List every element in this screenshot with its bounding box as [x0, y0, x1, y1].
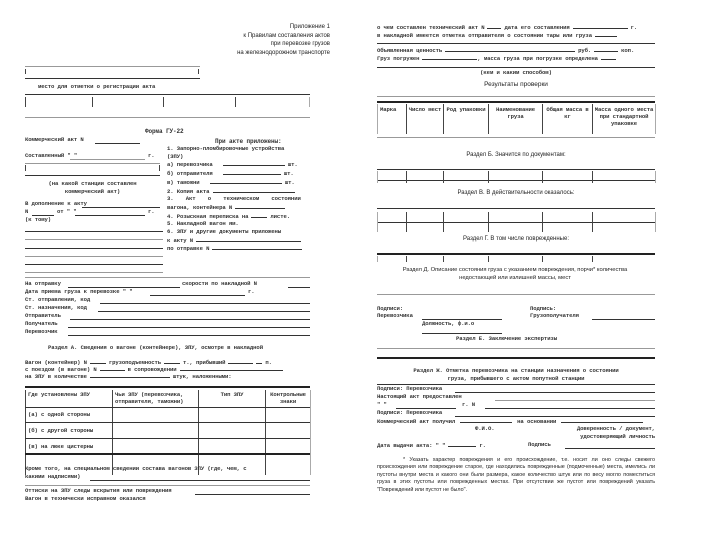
station-to-field[interactable]: [98, 311, 310, 312]
zh-carrier-sign-1: Подписи: Перевозчика: [377, 385, 443, 392]
zh-number-field[interactable]: [485, 408, 655, 409]
attachment-6b: к акту N: [167, 236, 302, 245]
section-e-field-1[interactable]: [377, 348, 655, 349]
strip-v4: [235, 97, 236, 107]
zpu-header-marks: Контрольные знаки: [270, 391, 306, 405]
station-to-label: Ст. назначения, код: [25, 304, 87, 311]
section-g-v: [542, 256, 543, 262]
station-caption: [25, 180, 160, 196]
extra-line-1: Кроме того, на специальном сведении состава вагонов ЗПУ (где, чем, с: [25, 465, 247, 472]
accept-date-label: Дата приема груза к перевозке " ": [25, 288, 133, 295]
extra-rule: [25, 485, 310, 486]
registration-box-right: [198, 69, 199, 74]
extra-line-3: Оттиски на ЗПУ следы вскрытия или повреждения: [25, 487, 172, 494]
attachment-2: 2. Копия акта: [167, 187, 302, 196]
section-a-line-3: на ЗПУ в количестве штук, наложенными:: [25, 373, 232, 380]
results-v2: [443, 104, 444, 134]
section-g-v: [592, 256, 593, 262]
results-v5: [592, 104, 593, 134]
results-table-top: [377, 101, 655, 103]
results-v6: [655, 104, 656, 134]
section-v-v: [488, 212, 489, 232]
results-header-mark: Марка: [380, 106, 397, 113]
waybill-mark-field[interactable]: [377, 43, 655, 44]
results-title: Результаты проверки: [484, 81, 548, 88]
attachment-4: 4. Розыскная переписка на листе.: [167, 212, 290, 220]
blank-line[interactable]: [25, 231, 163, 232]
act-number-field[interactable]: [95, 143, 140, 144]
carrier-label: Перевозчик: [25, 328, 58, 335]
zpu-row-sep: [25, 407, 310, 408]
section-b-title: Раздел Б. Значится по документам:: [466, 152, 566, 158]
zpu-row-b[interactable]: (б) с другой стороны: [28, 427, 94, 434]
appendix-line-2: к Правилам составления актов: [243, 32, 330, 39]
zh-issue-date: Дата выдачи акта: " " г.: [377, 442, 486, 449]
section-b-v: [377, 171, 378, 183]
zpu-table-top: [25, 386, 310, 388]
zh-power-caption: [560, 425, 655, 440]
station-caption-line-1: (на какой станции составлен: [48, 180, 137, 187]
results-v1: [406, 104, 407, 134]
section-e-field-2[interactable]: [377, 357, 655, 359]
results-header-name: Наименование груза: [495, 106, 536, 120]
position-caption: Должность, ф.и.о: [422, 320, 475, 327]
section-g-v: [488, 256, 489, 262]
zh-date-prefix: " ": [377, 401, 387, 408]
consignment-right: скорости по накладной N: [182, 280, 257, 287]
section-v-v: [377, 212, 378, 232]
blank-line[interactable]: [25, 264, 163, 265]
results-table-bottom: [377, 137, 655, 138]
cargo-loaded-line: Груз погружен , масса груза при погрузке определена: [377, 54, 616, 62]
zpu-row-sep: [25, 422, 310, 423]
appendix-line-1: Приложение 1: [289, 24, 330, 30]
section-g-title: Раздел Г. В том числе поврежденные:: [463, 236, 569, 242]
station-field[interactable]: [25, 175, 160, 176]
station-box-top: [25, 163, 160, 164]
registration-caption: место для отметки о регистрации акта: [38, 83, 156, 90]
receiver-sign-label: Грузополучателя: [530, 312, 579, 319]
addition-from: от " ": [57, 208, 77, 215]
blank-line[interactable]: [25, 239, 163, 240]
section-d-line-2: недостающей или излишней массы, мест: [459, 275, 571, 281]
zh-act-handover-field[interactable]: [495, 400, 655, 401]
waybill-number-field[interactable]: [288, 287, 310, 288]
appendix-line-4: на железнодорожном транспорте: [237, 49, 330, 56]
consignment-label: На отправку: [25, 280, 61, 287]
addition-n: N: [25, 208, 29, 215]
results-header-count: Число мест: [408, 106, 442, 113]
strip-v3: [163, 97, 164, 107]
carrier-field[interactable]: [68, 335, 310, 336]
station-caption-line-2: коммерческий акт): [64, 188, 121, 195]
zpu-table-bottom: [25, 453, 310, 455]
accept-date-field[interactable]: [150, 295, 245, 296]
section-e-title: Раздел Е. Заключение экспертизы: [456, 335, 557, 342]
shipment-top-rule: [25, 277, 310, 278]
results-v0: [377, 104, 378, 134]
loading-method-field[interactable]: [377, 67, 655, 68]
waybill-mark-line: в накладной имеется отметка отправителя о состоянии тары или груза: [377, 31, 617, 39]
blank-line[interactable]: [25, 256, 163, 257]
section-d-field[interactable]: [377, 294, 655, 295]
section-zh-line-1: Раздел Ж. Отметка перевозчика на станции назначения о состоянии: [413, 367, 619, 374]
act-number-label: Коммерческий акт N: [25, 136, 84, 143]
section-zh-line-2: груза, прибывшего с актом попутной станции: [447, 374, 585, 382]
carrier-sign-label: Перевозчика: [377, 312, 413, 319]
section-a-line-1: Вагон (контейнер) N грузоподъемность т., прибывший п.: [25, 359, 272, 366]
composed-date-field[interactable]: [70, 159, 145, 160]
appendix-line-3: при перевозке грузов: [270, 41, 330, 47]
section-b-v: [406, 171, 407, 183]
zh-carrier-sign-1-field[interactable]: [455, 392, 655, 393]
addition-date-field[interactable]: [75, 215, 145, 216]
attachments-title: При акте приложены:: [215, 138, 282, 145]
section-v-top: [377, 208, 655, 209]
sender-label: Отправитель: [25, 312, 61, 319]
results-header-mass: Общая масса в кг: [546, 106, 589, 120]
section-d-title: [370, 266, 660, 282]
strip-v2: [92, 97, 93, 107]
section-b-top: [377, 169, 655, 170]
accept-date-year: г.: [248, 288, 255, 295]
section-zh-title: [377, 367, 655, 382]
footnote: * Указать характер повреждения и его происхождение, т.е. носит ли оно следы свежего происхождения или повреждение старое, где находились поврежденные (подмоченные) места, имелись ли пустоты внутри места и какого они были размера, какое количество штук или по весу могло поместиться груза в этих пустоты или поврежденных местах. При отсутствии же пустот или повреждений указать "Повреждений или пустот не было".: [377, 457, 655, 493]
zpu-header-whose: Чьи ЗПУ (перевозчика, отправителя, таможни): [115, 391, 184, 405]
sign-right-label: Подпись:: [530, 305, 557, 312]
section-b-row[interactable]: [377, 180, 655, 181]
strip-v5: [309, 97, 310, 107]
attachment-1-abbr: (ЗПУ): [167, 152, 184, 160]
section-v-v: [592, 212, 593, 232]
sender-field[interactable]: [70, 319, 310, 320]
attachment-1b: б) отправителя шт.: [167, 170, 294, 178]
right-page: [360, 0, 720, 540]
section-v-v: [655, 212, 656, 232]
results-rule: [377, 96, 655, 97]
zpu-header-type: Тип ЗПУ: [220, 391, 244, 398]
registration-box-bottom: [25, 78, 200, 79]
zh-sign-label: Подпись: [528, 441, 551, 448]
zpu-header-where: Где установлены ЗПУ: [28, 391, 90, 398]
zpu-table-v0: [25, 390, 26, 475]
declared-value-line: Объявленная ценность руб. коп.: [377, 47, 635, 54]
receiver-field[interactable]: [68, 327, 310, 328]
zpu-row-c[interactable]: (в) на люке цистерны: [28, 443, 94, 450]
form-title: Форма ГУ-22: [145, 128, 184, 135]
station-from-label: Ст. отправления, код: [25, 296, 91, 303]
zpu-table-v4: [310, 390, 311, 475]
station-box-left: [25, 165, 26, 171]
section-b-v: [488, 171, 489, 183]
section-v-v: [542, 212, 543, 232]
zpu-row-a[interactable]: (а) с одной стороны: [28, 411, 90, 418]
attachments-list: [167, 145, 302, 253]
section-v-v: [443, 212, 444, 232]
section-g-top: [377, 253, 655, 255]
results-header-unit-mass: Масса одного места при стандартной упаковке: [594, 106, 654, 127]
blank-line[interactable]: [25, 272, 163, 273]
attachment-1a: а) перевозчика шт.: [167, 161, 298, 169]
zh-fio-caption: Ф.И.О.: [475, 425, 495, 432]
zh-date-year: г. N: [462, 401, 476, 408]
section-b-v: [542, 171, 543, 183]
section-d-line-1: Раздел Д. Описание состояния груза с указанием повреждения, порчи* количества: [402, 267, 628, 273]
section-a-line-2: с поездом (в вагоне) N в сопровождении: [25, 365, 283, 373]
zpu-row-sep: [25, 438, 310, 439]
section-v-title: Раздел В. В действительности оказалось:: [457, 190, 575, 196]
section-g-v: [406, 256, 407, 262]
receiver-sign-field[interactable]: [592, 319, 655, 320]
zh-act-handover: Настоящий акт предоставлен: [377, 393, 462, 400]
section-a-title: Раздел А. Сведения о вагоне (контейнере), ЗПУ, осмотре в накладной: [48, 344, 263, 351]
blank-line[interactable]: [25, 248, 163, 249]
zh-sign-field[interactable]: [565, 448, 655, 449]
position-field[interactable]: [422, 333, 502, 334]
section-v-v: [406, 212, 407, 232]
section-v-row[interactable]: [377, 222, 655, 223]
results-header-packaging: Род упаковки: [446, 106, 486, 113]
attachment-5: 5. Накладной вагон ям.: [167, 220, 239, 228]
extra-line-4: Вагон в технически исправном оказался: [25, 495, 146, 502]
appendix-header: [237, 23, 330, 57]
extra-field-2[interactable]: [195, 494, 310, 495]
section-b-v: [655, 171, 656, 183]
section-g-v: [377, 256, 378, 262]
attachment-3: 3. Акт о техническом состоянии: [167, 195, 301, 203]
strip-bottom: [25, 117, 310, 118]
left-page: [0, 0, 355, 540]
zpu-table-v2: [198, 390, 199, 475]
registration-box-top: [25, 66, 200, 67]
strip-top: [25, 94, 310, 95]
zpu-table-v1: [112, 390, 113, 475]
attachment-3b: вагона, контейнера N: [167, 203, 302, 212]
extra-field-1[interactable]: [90, 480, 310, 481]
sign-left-label: Подписи:: [377, 305, 404, 312]
method-caption: (кем и каким способом): [480, 69, 552, 76]
addition-label: В дополнение к акту: [25, 200, 87, 207]
tech-act-line: о чем составлен технический акт N дата его составления г.: [377, 24, 638, 31]
receiver-label: Получатель: [25, 320, 58, 327]
composed-year: г.: [148, 152, 155, 159]
zh-carrier-sign-2: Подписи: Перевозчика: [377, 409, 443, 416]
addition-caption: (к тому): [25, 216, 52, 223]
section-b-v: [592, 171, 593, 183]
registration-box-left: [25, 69, 26, 74]
section-b-v: [443, 171, 444, 183]
station-from-field[interactable]: [100, 303, 310, 304]
zh-power-caption-2: удостоверяющий личность: [580, 432, 655, 440]
strip-v1: [25, 97, 26, 107]
addition-year: г.: [148, 208, 155, 215]
extra-line-2: какими надписями): [25, 473, 81, 480]
attachment-6: 6. ЗПУ и другие документы приложены: [167, 228, 281, 236]
section-g-v: [443, 256, 444, 262]
zh-power-caption-1: Доверенность / документ,: [576, 425, 655, 432]
attachment-1c: в) таможни шт.: [167, 178, 295, 186]
zh-received-label: Коммерческий акт получил на основании: [377, 417, 643, 425]
attachment-1: 1. Запорно-пломбировочные устройства: [167, 145, 285, 152]
station-box-right: [159, 165, 160, 171]
composed-label: Составленный " ": [25, 152, 78, 159]
attachment-6c: по отправке N: [167, 244, 302, 253]
